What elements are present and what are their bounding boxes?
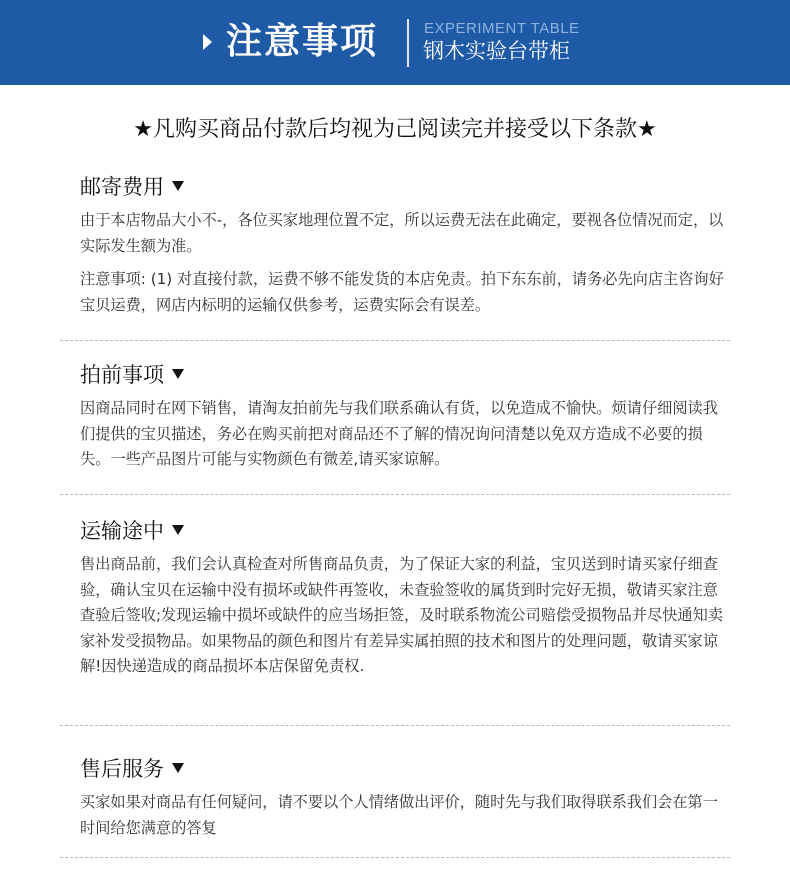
section-paragraph: 买家如果对商品有任何疑问，请不要以个人情绪做出评价，随时先与我们取得联系我们会在第一时间给您满意的答复 xyxy=(80,793,718,837)
section-paragraph: 注意事项: (1) 对直接付款，运费不够不能发货的本店免责。拍下东东前，请务必先向店主咨询好宝贝运费，网店内标明的运输仅供参考，运费实际会有误差。 xyxy=(80,270,724,314)
play-arrow-icon xyxy=(203,34,212,50)
header-banner xyxy=(0,0,790,85)
section-title xyxy=(80,360,730,390)
dashed-divider xyxy=(60,494,730,495)
header-divider xyxy=(407,19,409,67)
section-title-text: 拍前事项 xyxy=(80,363,164,387)
section-title xyxy=(80,754,730,784)
terms-notice: ★凡购买商品付款后均视为己阅读完并接受以下条款★ xyxy=(133,117,657,142)
dashed-divider xyxy=(60,857,730,858)
section-paragraph: 因商品同时在网下销售，请淘友拍前先与我们联系确认有货，以免造成不愉快。烦请仔细阅读我们提供的宝贝描述，务必在购买前把对商品还不了解的情况询问清楚以免双方造成不必要的损失。一些产品图片可能与实物颜色有微差,请买家谅解。 xyxy=(80,399,718,468)
triangle-down-icon xyxy=(172,369,184,379)
section-shipping-fee xyxy=(80,172,730,318)
section-title xyxy=(80,172,730,202)
header-title: 注意事项 xyxy=(226,21,379,62)
section-paragraph: 由于本店物品大小不-，各位买家地理位置不定，所以运费无法在此确定，要视各位情况而定，以实际发生额为准。 xyxy=(80,211,724,255)
triangle-down-icon xyxy=(172,763,184,773)
header-subtitle-en: EXPERIMENT TABLE xyxy=(424,20,580,37)
section-title-text: 售后服务 xyxy=(80,757,164,781)
section-title-text: 邮寄费用 xyxy=(80,175,164,199)
section-paragraph: 售出商品前，我们会认真检查对所售商品负责，为了保证大家的利益，宝贝送到时请买家仔细查验，确认宝贝在运输中没有损坏或缺件再签收，未查验签收的属货到时完好无损，敬请买家注意查验后签收;发现运输中损坏或缺件的应当场拒签，及时联系物流公司赔偿受损物品并尽快通知卖家补发受损物品。如果物品的颜色和图片有差异实属拍照的技术和图片的处理问题，敬请买家谅解!因快递造成的商品损坏本店保留免责权. xyxy=(80,555,723,675)
dashed-divider xyxy=(60,340,730,341)
triangle-down-icon xyxy=(172,181,184,191)
section-before-purchase xyxy=(80,360,730,473)
section-after-sales xyxy=(80,754,730,841)
header-subtitle-cn: 钢木实验台带柜 xyxy=(423,39,570,63)
triangle-down-icon xyxy=(172,525,184,535)
section-title-text: 运输途中 xyxy=(80,519,164,543)
section-title xyxy=(80,516,730,546)
section-in-transit xyxy=(80,516,730,680)
dashed-divider xyxy=(60,725,730,726)
